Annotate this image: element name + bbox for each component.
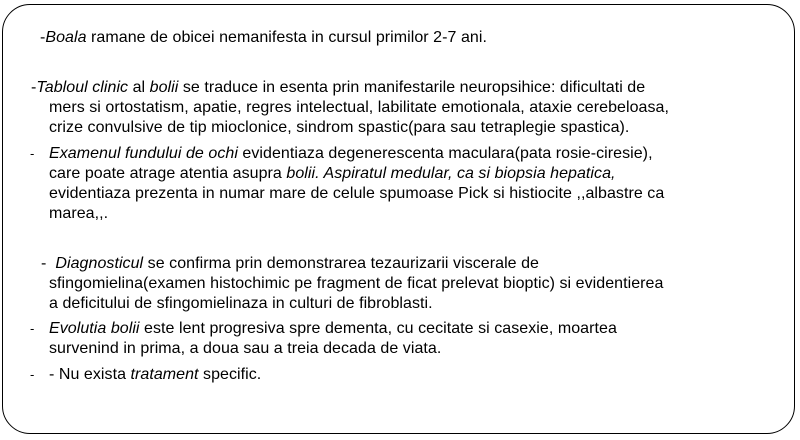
term-bolii: bolii (149, 79, 179, 96)
text: - Nu exista (49, 366, 131, 383)
bullet-dash: - (30, 321, 35, 336)
paragraph-diagnostic-line1 (41, 254, 539, 274)
dash: - (40, 29, 46, 46)
bullet-dash: - (30, 367, 35, 382)
dash: - (41, 255, 47, 272)
paragraph-diagnostic-line2: sfingomielina(examen histochimic pe fragment de ficat prelevat bioptic) si evidentierea (49, 275, 664, 292)
term-diagnosticul: Diagnosticul (55, 255, 144, 272)
paragraph-boala (40, 28, 487, 48)
term-examenul-fundului-de-ochi: Examenul fundului de ochi (49, 145, 238, 162)
dash: - (31, 79, 37, 96)
text: se confirma prin demonstrarea tezaurizarii viscerale de (143, 255, 540, 272)
term-evolutia-bolii: Evolutia bolii (49, 320, 140, 337)
paragraph-tablou-clinic-line2: mers si ortostatism, apatie, regres intelectual, labilitate emotionala, ataxie cerebeloasa, (49, 99, 669, 116)
paragraph-evolutia-line1 (49, 319, 617, 339)
text: evidentiaza degenerescenta maculara(pata rosie-ciresie), (237, 145, 653, 162)
paragraph-examen-fund-ochi-line3: evidentiaza prezenta in numar mare de celule spumoase Pick si histiocite ,,albastre ca (49, 185, 665, 202)
paragraph-examen-fund-ochi-line4: marea,,. (49, 205, 109, 222)
paragraph-tablou-clinic-line1 (31, 78, 645, 98)
term-tabloul-clinic: Tabloul clinic (36, 79, 129, 96)
paragraph-examen-fund-ochi-line2 (49, 164, 616, 184)
text: este lent progresiva spre dementa, cu cecitate si casexie, moartea (139, 320, 617, 337)
term-tratament: tratament (130, 366, 199, 383)
text: ramane de obicei nemanifesta in cursul primilor 2-7 ani. (86, 29, 487, 46)
text: se traduce in esenta prin manifestarile neuropsihice: dificultati de (178, 79, 646, 96)
term-boala: Boala (45, 29, 87, 46)
paragraph-tablou-clinic-line3: crize convulsive de tip mioclonice, sindrom spastic(para sau tetraplegie spastica). (49, 119, 630, 136)
bullet-dash: - (30, 146, 35, 161)
paragraph-diagnostic-line3: a deficitului de sfingomielinaza in culturi de fibroblasti. (49, 295, 433, 312)
paragraph-examen-fund-ochi-line1 (49, 144, 653, 164)
paragraph-evolutia-line2: survenind in prima, a doua sau a treia decada de viata. (49, 340, 442, 357)
term-aspirat-biopsie: bolii. Aspiratul medular, ca si biopsia hepatica, (286, 165, 616, 182)
text: al (128, 79, 150, 96)
paragraph-tratament (49, 365, 261, 385)
text: care poate atrage atentia asupra (49, 165, 287, 182)
text: specific. (198, 366, 262, 383)
